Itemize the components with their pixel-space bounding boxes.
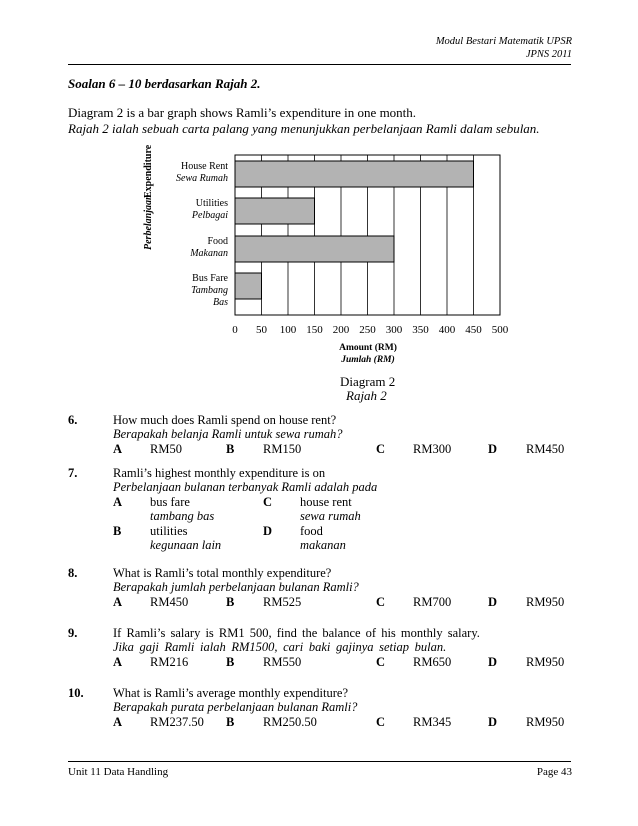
chart-x-tick-label: 400 bbox=[438, 324, 456, 336]
chart-category-label: Makanan bbox=[190, 248, 228, 259]
section-title: Soalan 6 – 10 berdasarkan Rajah 2. bbox=[68, 76, 261, 91]
question-10-malay: Berapakah purata perbelanjaan bulanan Ramli? bbox=[113, 700, 358, 714]
chart-x-tick-label: 100 bbox=[279, 324, 297, 336]
question-9-number: 9. bbox=[68, 626, 78, 640]
chart-bar bbox=[235, 273, 262, 299]
chart-x-tick-label: 200 bbox=[332, 324, 350, 336]
option-text[interactable]: RM700 bbox=[413, 595, 452, 609]
chart-category-label: Sewa Rumah bbox=[176, 173, 228, 184]
option-letter[interactable]: A bbox=[113, 655, 123, 669]
header-line-2: JPNS 2011 bbox=[525, 49, 572, 60]
option-letter[interactable]: C bbox=[376, 715, 386, 729]
chart-bar bbox=[235, 161, 474, 187]
option-letter[interactable]: D bbox=[263, 524, 273, 538]
chart-category-label: Pelbagai bbox=[191, 210, 228, 221]
option-text[interactable]: RM450 bbox=[150, 595, 189, 609]
option-subtext: makanan bbox=[300, 538, 346, 552]
option-letter[interactable]: C bbox=[263, 495, 273, 509]
option-text[interactable]: RM650 bbox=[413, 655, 452, 669]
question-7-english: Ramli’s highest monthly expenditure is on bbox=[113, 466, 326, 480]
chart-category-label: Bas bbox=[213, 297, 228, 308]
header-line-1: Modul Bestari Matematik UPSR bbox=[435, 36, 572, 47]
option-letter[interactable]: D bbox=[488, 595, 498, 609]
chart-category-label: Utilities bbox=[195, 198, 228, 209]
option-text[interactable]: RM450 bbox=[526, 442, 565, 456]
option-letter[interactable]: A bbox=[113, 595, 123, 609]
option-text[interactable]: RM345 bbox=[413, 715, 452, 729]
chart-ylabel-english: Expenditure bbox=[143, 144, 154, 198]
caption-english: Diagram 2 bbox=[340, 374, 396, 389]
question-6-malay: Berapakah belanja Ramli untuk sewa rumah? bbox=[113, 427, 343, 441]
footer-rule bbox=[68, 761, 571, 762]
question-7-malay: Perbelanjaan bulanan terbanyak Ramli adalah pada bbox=[113, 480, 378, 494]
chart-x-tick-label: 0 bbox=[232, 324, 238, 336]
option-letter[interactable]: C bbox=[376, 442, 386, 456]
option-text[interactable]: house rent bbox=[300, 495, 352, 509]
option-text[interactable]: utilities bbox=[150, 524, 188, 538]
option-letter[interactable]: A bbox=[113, 442, 123, 456]
chart-xlabel-english: Amount (RM) bbox=[339, 343, 397, 353]
option-text[interactable]: RM50 bbox=[150, 442, 182, 456]
question-7-number: 7. bbox=[68, 466, 78, 480]
chart-x-tick-label: 250 bbox=[359, 324, 376, 336]
option-text[interactable]: RM150 bbox=[263, 442, 302, 456]
option-letter[interactable]: B bbox=[226, 442, 235, 456]
footer-unit: Unit 11 Data Handling bbox=[68, 766, 169, 778]
option-text[interactable]: RM950 bbox=[526, 595, 565, 609]
option-text[interactable]: RM950 bbox=[526, 715, 565, 729]
question-8-malay: Berapakah jumlah perbelanjaan bulanan Ramli? bbox=[113, 580, 359, 594]
question-10-english: What is Ramli’s average monthly expenditure? bbox=[113, 686, 348, 700]
chart-ylabel-malay: Perbelanjaan bbox=[143, 194, 154, 250]
chart-x-tick-label: 450 bbox=[465, 324, 482, 336]
chart-category-label: Tambang bbox=[191, 285, 228, 296]
question-10-number: 10. bbox=[68, 686, 84, 700]
question-9-malay: Jika gaji Ramli ialah RM1500, cari baki gajinya setiap bulan. bbox=[113, 640, 447, 654]
chart-category-label: Food bbox=[207, 236, 228, 247]
intro-malay: Rajah 2 ialah sebuah carta palang yang menunjukkan perbelanjaan Ramli dalam sebulan. bbox=[68, 121, 540, 136]
chart-x-tick-label: 150 bbox=[306, 324, 323, 336]
option-letter[interactable]: B bbox=[226, 595, 235, 609]
option-letter[interactable]: A bbox=[113, 495, 123, 509]
question-9-english: If Ramli’s salary is RM1 500, find the balance of his monthly salary. bbox=[113, 626, 480, 640]
option-text[interactable]: food bbox=[300, 524, 323, 538]
footer-page-number: Page 43 bbox=[536, 766, 572, 778]
option-text[interactable]: RM216 bbox=[150, 655, 189, 669]
option-text[interactable]: bus fare bbox=[150, 495, 190, 509]
question-6-number: 6. bbox=[68, 413, 78, 427]
chart-x-tick-label: 300 bbox=[385, 324, 403, 336]
chart-xlabel-malay: Jumlah (RM) bbox=[341, 355, 395, 365]
option-letter[interactable]: B bbox=[113, 524, 122, 538]
question-8-number: 8. bbox=[68, 566, 78, 580]
option-letter[interactable]: D bbox=[488, 715, 498, 729]
option-letter[interactable]: D bbox=[488, 655, 498, 669]
option-text[interactable]: RM250.50 bbox=[263, 715, 317, 729]
option-subtext: kegunaan lain bbox=[150, 538, 222, 552]
chart-x-tick-label: 350 bbox=[412, 324, 429, 336]
option-text[interactable]: RM550 bbox=[263, 655, 302, 669]
bar-chart bbox=[0, 140, 638, 380]
option-subtext: sewa rumah bbox=[300, 509, 361, 523]
chart-x-tick-label: 50 bbox=[256, 324, 267, 336]
header-rule bbox=[68, 64, 571, 65]
option-letter[interactable]: B bbox=[226, 655, 235, 669]
option-text[interactable]: RM525 bbox=[263, 595, 302, 609]
option-letter[interactable]: A bbox=[113, 715, 123, 729]
chart-bar bbox=[235, 198, 315, 224]
question-8-english: What is Ramli’s total monthly expenditure? bbox=[113, 566, 332, 580]
option-subtext: tambang bas bbox=[150, 509, 215, 523]
option-letter[interactable]: C bbox=[376, 655, 386, 669]
chart-x-tick-label: 500 bbox=[491, 324, 509, 336]
intro-english: Diagram 2 is a bar graph shows Ramli’s expenditure in one month. bbox=[68, 105, 417, 120]
option-text[interactable]: RM950 bbox=[526, 655, 565, 669]
option-text[interactable]: RM237.50 bbox=[150, 715, 204, 729]
chart-bar bbox=[235, 236, 394, 262]
chart-category-label: House Rent bbox=[181, 161, 228, 172]
question-6-english: How much does Ramli spend on house rent? bbox=[113, 413, 337, 427]
option-letter[interactable]: D bbox=[488, 442, 498, 456]
option-letter[interactable]: B bbox=[226, 715, 235, 729]
option-text[interactable]: RM300 bbox=[413, 442, 452, 456]
chart-category-label: Bus Fare bbox=[192, 273, 228, 284]
option-letter[interactable]: C bbox=[376, 595, 386, 609]
caption-malay: Rajah 2 bbox=[346, 388, 387, 403]
